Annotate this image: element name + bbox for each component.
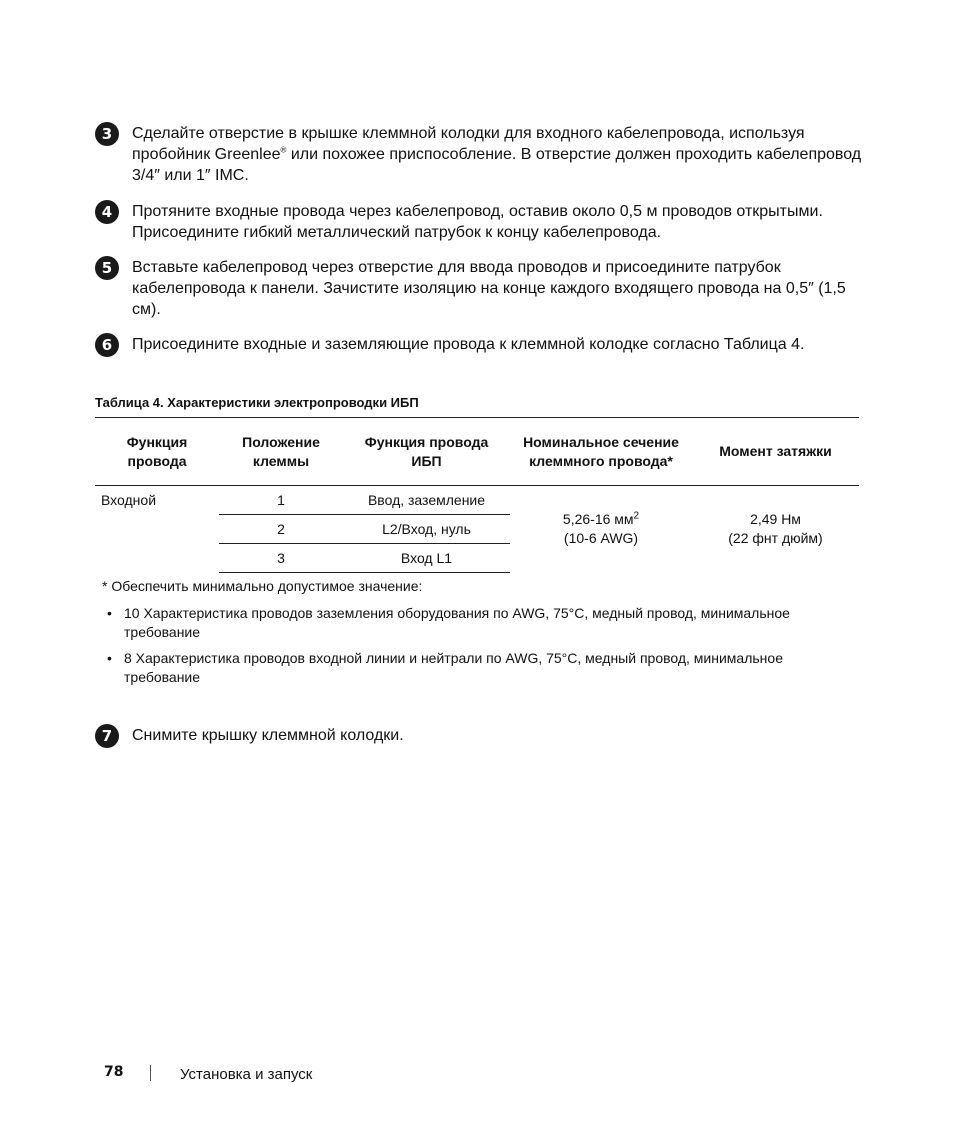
cell-position: 3 — [219, 544, 343, 573]
page-number: 78 — [104, 1064, 124, 1080]
wiring-specs-table — [95, 417, 859, 573]
table-caption: Таблица 4. Характеристики электропроводки ИБП — [95, 395, 419, 410]
table-row — [95, 486, 859, 515]
header-nominal-section: Номинальное сечение клеммного провода* — [510, 418, 692, 486]
step-text: Присоедините входные и заземляющие провода к клеммной колодке согласно Таблица 4. — [132, 336, 805, 353]
section-name: Установка и запуск — [180, 1066, 313, 1083]
table-header-row — [95, 418, 859, 486]
cell-function: Вход L1 — [343, 544, 510, 573]
step-number-badge: 3 — [95, 122, 119, 146]
step-number-badge: 5 — [95, 256, 119, 280]
cell-function: Ввод, заземление — [343, 486, 510, 515]
cell-nominal-section: 5,26-16 $мм^2$ (10-6 AWG) — [562, 510, 640, 547]
row-label-input: Входной — [101, 492, 157, 508]
step-number-badge: 7 — [95, 724, 119, 748]
header-terminal-position: Положение клеммы — [219, 418, 343, 486]
header-torque: Момент затяжки — [692, 418, 859, 486]
asterisk-note: * Обеспечить минимально допустимое значение: — [102, 578, 423, 594]
cell-function: L2/Вход, нуль — [343, 515, 510, 544]
header-ups-wire-function: Функция провода ИБП — [343, 418, 510, 486]
step-number-badge: 4 — [95, 200, 119, 224]
step-text: Вставьте кабелепровод через отверстие для ввода проводов и присоедините патрубок кабелепровода к панели. Зачистите изоляцию на конце каждого входящего провода на 0,5″ (1,5 см). — [132, 259, 846, 318]
step-number-badge: 6 — [95, 333, 119, 357]
step-text: Снимите крышку клеммной колодки. — [132, 727, 404, 744]
registered-mark: ® — [280, 145, 287, 155]
footer-divider — [150, 1065, 151, 1081]
cell-position: 2 — [219, 515, 343, 544]
step-text: Сделайте отверстие в крышке клеммной колодки для входного кабелепровода, используя пробойник Greenlee® или похожее приспособление. В отверстие должен проходить кабелепровод 3/4″ или 1″ IMC. — [132, 125, 862, 184]
bullet-icon: • — [107, 650, 112, 666]
header-wire-function: Функция провода — [95, 418, 219, 486]
step-text: Протяните входные провода через кабелепровод, оставив около 0,5 м проводов открытыми. Присоедините гибкий металлический патрубок к концу кабелепровода. — [132, 203, 823, 241]
cell-position: 1 — [219, 486, 343, 515]
cell-torque: 2,49 Нм (22 фнт дюйм) — [728, 511, 823, 547]
bullet-icon: • — [107, 605, 112, 621]
